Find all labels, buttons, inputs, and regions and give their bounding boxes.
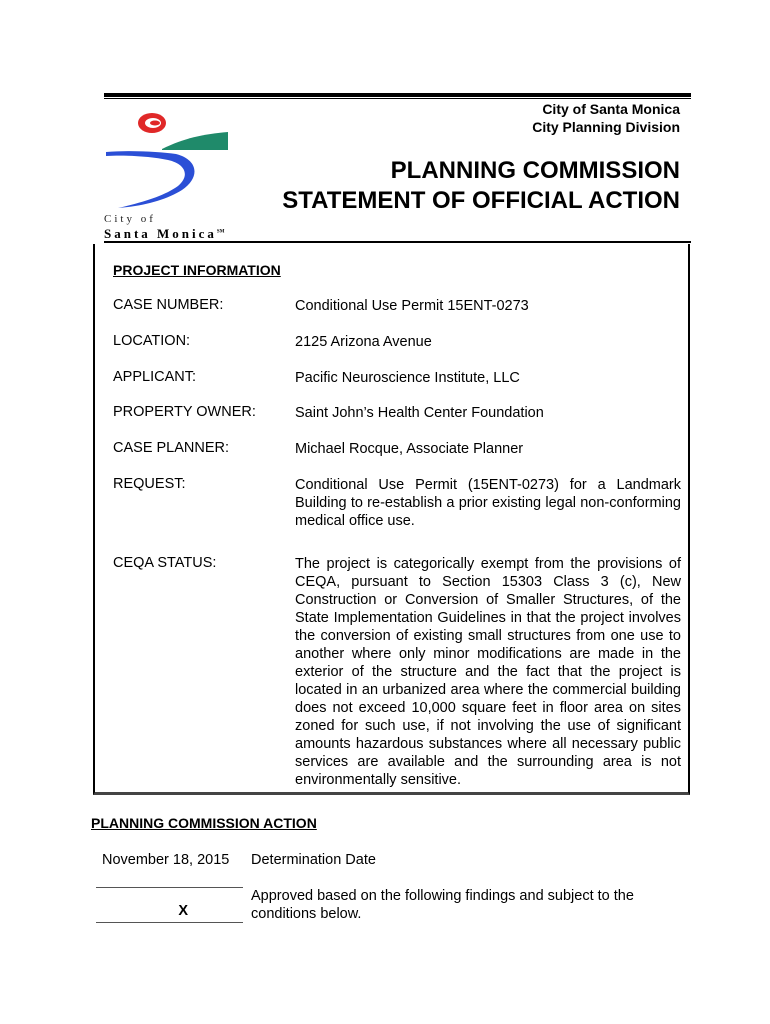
header-rule-thick	[104, 93, 691, 97]
org-division: City Planning Division	[532, 119, 680, 135]
project-information-heading: PROJECT INFORMATION	[113, 262, 281, 278]
case-number-label: CASE NUMBER:	[113, 297, 224, 313]
organization-block	[532, 100, 680, 136]
property-owner-value: Saint John’s Health Center Foundation	[295, 405, 544, 421]
request-label: REQUEST:	[113, 476, 186, 492]
location-label: LOCATION:	[113, 333, 191, 349]
case-planner-value: Michael Rocque, Associate Planner	[295, 441, 524, 457]
case-planner-label: CASE PLANNER:	[113, 440, 230, 456]
ceqa-status-value: The project is categorically exempt from the provisions of CEQA, pursuant to Section 15303 Class 3 (c), New Construction or Conversion of Smaller Structures, of the State Implementation Guidelines in that the project involves the conversion of existing small structures from one use to another where only minor modifications are made in the exterior of the structure and the fact that the project is located in an urbanized area where the commercial building does not exceed 10,000 square feet in floor area on sites zoned for such use, if not involving the use of significant amounts hazardous substances where all necessary public services are available and the surrounding area is not environmentally sensitive.	[295, 556, 681, 788]
logo-city-of-text: City of	[104, 213, 156, 225]
approval-text: Approved based on the following findings and subject to the conditions below.	[251, 888, 634, 922]
property-owner-label: PROPERTY OWNER:	[113, 404, 256, 420]
org-name: City of Santa Monica	[542, 101, 680, 117]
approval-mark: X	[178, 903, 188, 919]
mark-underline	[96, 922, 243, 923]
blue-wave-icon	[106, 151, 194, 208]
document-title-line1: PLANNING COMMISSION	[390, 157, 680, 184]
location-value: 2125 Arizona Avenue	[295, 334, 432, 350]
header-rule-thin	[104, 98, 691, 99]
logo-name-text	[104, 226, 224, 242]
document-title-line2: STATEMENT OF OFFICIAL ACTION	[282, 187, 680, 214]
applicant-label: APPLICANT:	[113, 369, 196, 385]
green-wave-icon	[162, 132, 228, 150]
applicant-value: Pacific Neuroscience Institute, LLC	[295, 370, 520, 386]
determination-date-label: Determination Date	[251, 852, 376, 868]
logo-service-mark: SM	[216, 229, 225, 235]
document-title	[282, 156, 680, 216]
date-underline	[96, 887, 243, 888]
section-rule	[104, 241, 691, 243]
case-number-value: Conditional Use Permit 15ENT-0273	[295, 298, 529, 314]
determination-date-value: November 18, 2015	[102, 852, 230, 868]
logo-name: Santa Monica	[104, 226, 217, 241]
commission-action-heading: PLANNING COMMISSION ACTION	[91, 815, 317, 831]
ceqa-status-label: CEQA STATUS:	[113, 555, 217, 571]
red-spiral-icon	[138, 113, 166, 133]
request-value: Conditional Use Permit (15ENT-0273) for a Landmark Building to re-establish a prior existing legal non-conforming medical office use.	[295, 477, 681, 529]
